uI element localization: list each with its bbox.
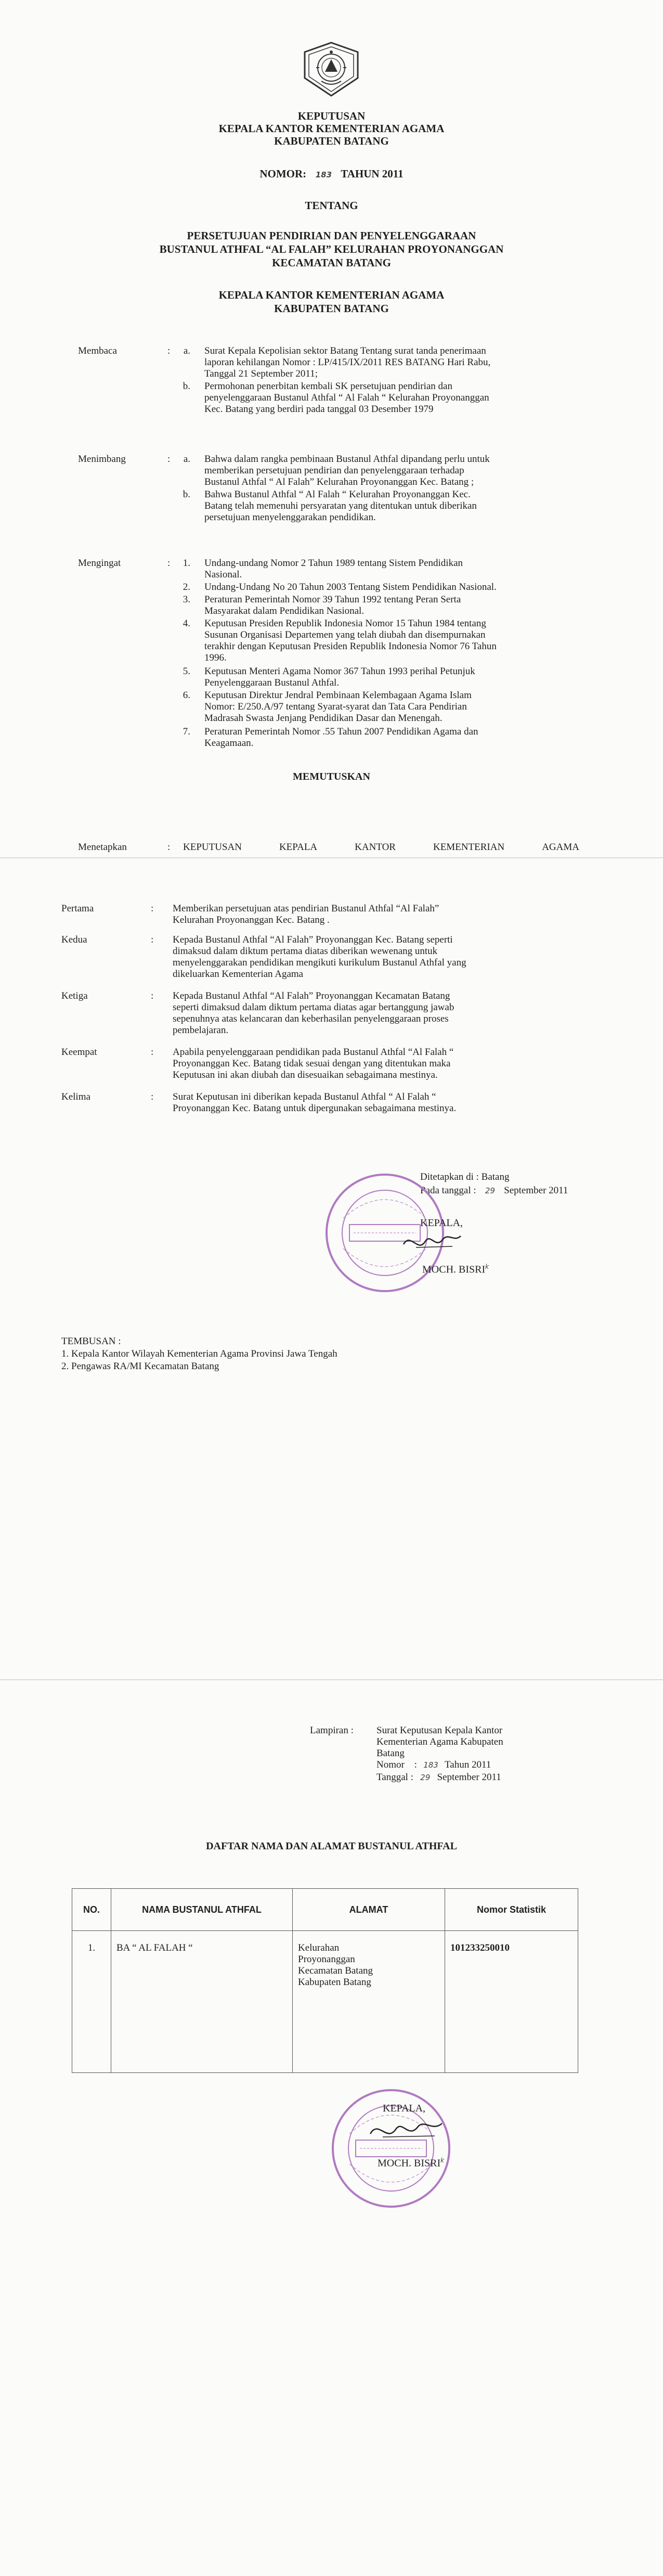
clause-kedua-text: Kepada Bustanul Athfal “Al Falah” Proyonanggan Kec. Batang seperti dimaksud dalam diktum pertama diatas diberikan wewenang untuk menyelenggarakan pendidikan mengikuti kurikulum Bustanul Athfal yang dikeluarkan Kementerian Agama bbox=[173, 934, 466, 980]
menimbang-colon: : bbox=[167, 454, 171, 465]
signatory-title: KEPALA, bbox=[420, 1217, 463, 1229]
mengingat-label: Mengingat bbox=[78, 558, 121, 569]
clause-keempat-label: Keempat bbox=[61, 1047, 97, 1058]
menimbang-item-b: Bahwa Bustanul Athfal “ Al Falah “ Kelurahan Proyonanggan Kec. Batang telah memenuhi persyaratan yang ditentukan untuk diberikan persetujuan menyelenggarakan pendidikan. bbox=[204, 489, 477, 523]
subject-line-3: KECAMATAN BATANG bbox=[272, 256, 391, 269]
mengingat-2-marker: 2. bbox=[183, 582, 190, 593]
mengingat-item-7: Peraturan Pemerintah Nomor .55 Tahun 2007 Pendidikan Agama dan Keagamaan. bbox=[204, 726, 478, 749]
nomor-handwritten: 183 bbox=[315, 170, 332, 179]
clause-kedua-label: Kedua bbox=[61, 934, 87, 945]
table-row bbox=[72, 1931, 578, 2073]
clause-pertama-text: Memberikan persetujuan atas pendirian Bustanul Athfal “Al Falah” Kelurahan Proyonanggan Kec. Batang . bbox=[173, 903, 439, 925]
mengingat-1-marker: 1. bbox=[183, 558, 190, 569]
membaca-colon: : bbox=[167, 345, 171, 356]
menetapkan-label: Menetapkan bbox=[78, 842, 127, 853]
decree-page-1 bbox=[0, 0, 663, 857]
lampiran-label: Lampiran : bbox=[310, 1725, 354, 1736]
lampiran-text: Surat Keputusan Kepala Kantor Kementerian Agama Kabupaten Batang bbox=[376, 1725, 503, 1759]
pada-tanggal: Pada tanggal : 29 September 2011 bbox=[420, 1185, 568, 1196]
col-header-no: NO. bbox=[72, 1889, 111, 1931]
clause-colon: : bbox=[151, 1091, 154, 1102]
menetapkan-text: KEPUTUSAN KEPALA KANTOR KEMENTERIAN AGAMA bbox=[183, 842, 579, 853]
mengingat-item-6: Keputusan Direktur Jendral Pembinaan Kelembagaan Agama Islam Nomor: E/250.A/97 tentang Syarat-syarat dan Tata Cara Pendirian Madrasah Swasta Jenjang Pendidikan Dasar dan Menengah. bbox=[204, 690, 472, 724]
menetapkan-colon: : bbox=[167, 842, 171, 853]
tembusan-item-1: 1. Kepala Kantor Wilayah Kementerian Agama Provinsi Jawa Tengah bbox=[61, 1348, 337, 1359]
doc-title-region: KABUPATEN BATANG bbox=[274, 135, 389, 147]
doc-title: KEPUTUSAN bbox=[297, 110, 366, 122]
subject-line-1: PERSETUJUAN PENDIRIAN DAN PENYELENGGARAAN bbox=[187, 229, 476, 242]
mengingat-item-4: Keputusan Presiden Republik Indonesia Nomor 15 Tahun 1984 tentang Susunan Organisasi Departemen yang telah diubah dan disempurnakan terakhir dengan Keputusan Presiden Republik Indonesia Nomor 76 Tahun 1996. bbox=[204, 618, 497, 663]
doc-title-office: KEPALA KANTOR KEMENTERIAN AGAMA bbox=[218, 122, 445, 135]
ministry-emblem-icon bbox=[301, 41, 362, 98]
tahun-label: TAHUN 2011 bbox=[341, 168, 404, 180]
tentang-heading: TENTANG bbox=[305, 199, 358, 212]
tanggal-handwritten: 29 bbox=[485, 1186, 495, 1195]
table-title: DAFTAR NAMA DAN ALAMAT BUSTANUL ATHFAL bbox=[206, 1840, 457, 1852]
issuer-line-2: KABUPATEN BATANG bbox=[274, 302, 389, 315]
mengingat-item-2: Undang-Undang No 20 Tahun 2003 Tentang Sistem Pendidikan Nasional. bbox=[204, 582, 497, 593]
cell-no: 1. bbox=[72, 1931, 111, 2073]
tembusan-title: TEMBUSAN : bbox=[61, 1336, 121, 1347]
lampiran-tanggal: Tanggal : 29 September 2011 bbox=[376, 1772, 501, 1783]
signatory-name: MOCH. BISRI$^k$ bbox=[422, 1263, 489, 1276]
mengingat-4-marker: 4. bbox=[183, 618, 190, 629]
cell-nomor-statistik: 101233250010 bbox=[445, 1931, 578, 2073]
mengingat-3-marker: 3. bbox=[183, 594, 190, 605]
signature-scribble-icon bbox=[367, 2115, 445, 2146]
attachment-page bbox=[0, 1679, 663, 2576]
decree-page-2 bbox=[0, 857, 663, 1680]
decree-number bbox=[0, 168, 663, 181]
clause-colon: : bbox=[151, 1047, 154, 1058]
issuer-line-1: KEPALA KANTOR KEMENTERIAN AGAMA bbox=[218, 289, 445, 301]
clause-kelima-label: Kelima bbox=[61, 1091, 90, 1102]
membaca-item-b: Permohonan penerbitan kembali SK persetujuan pendirian dan penyelenggaraan Bustanul Athfal “ Al Falah “ Kelurahan Proyonanggan Kec. Batang yang berdiri pada tanggal 03 Desember 1979 bbox=[204, 381, 489, 415]
cell-nama: BA “ AL FALAH “ bbox=[111, 1931, 293, 2073]
signature-scribble-icon bbox=[400, 1227, 463, 1258]
nomor-label: NOMOR: bbox=[259, 168, 307, 180]
membaca-item-a-marker: a. bbox=[183, 345, 190, 356]
col-header-nomor-statistik: Nomor Statistik bbox=[445, 1889, 578, 1931]
bustanul-athfal-table bbox=[72, 1888, 578, 2073]
mengingat-6-marker: 6. bbox=[183, 690, 190, 701]
clause-keempat-text: Apabila penyelenggaraan pendidikan pada Bustanul Athfal “Al Falah “ Proyonanggan Kec. Batang tidak sesuai dengan yang ditentukan maka Keputusan ini akan diubah dan disesuaikan sebagaimana mestinya. bbox=[173, 1047, 454, 1080]
subject-line-2: BUSTANUL ATHFAL “AL FALAH” KELURAHAN PROYONANGGAN bbox=[159, 243, 504, 255]
mengingat-7-marker: 7. bbox=[183, 726, 190, 737]
ditetapkan-di: Ditetapkan di : Batang bbox=[420, 1171, 510, 1182]
menimbang-item-b-marker: b. bbox=[183, 489, 190, 500]
signatory-title: KEPALA, bbox=[383, 2103, 426, 2114]
clause-colon: : bbox=[151, 903, 154, 914]
clause-ketiga-label: Ketiga bbox=[61, 990, 88, 1001]
col-header-nama: NAMA BUSTANUL ATHFAL bbox=[111, 1889, 293, 1931]
clause-pertama-label: Pertama bbox=[61, 903, 94, 914]
menimbang-item-a: Bahwa dalam rangka pembinaan Bustanul Athfal dipandang perlu untuk memberikan persetujuan pendirian dan penyelenggaraan terhadap Bustanul Athfal “ Al Falah” Kelurahan Proyonanggan Kec. Batang ; bbox=[204, 454, 490, 487]
mengingat-5-marker: 5. bbox=[183, 666, 190, 677]
membaca-label: Membaca bbox=[78, 345, 117, 356]
menimbang-label: Menimbang bbox=[78, 454, 126, 465]
mengingat-item-5: Keputusan Menteri Agama Nomor 367 Tahun 1993 perihal Petunjuk Penyelenggaraan Bustanul Athfal. bbox=[204, 666, 475, 688]
membaca-item-b-marker: b. bbox=[183, 381, 190, 392]
clause-ketiga-text: Kepada Bustanul Athfal “Al Falah” Proyonanggan Kecamatan Batang seperti dimaksud dalam diktum pertama diatas agar bertanggung jawab sepenuhnya atas kelancaran dan keberhasilan penyelenggaraan proses pembelajaran. bbox=[173, 990, 454, 1036]
memutuskan-heading: MEMUTUSKAN bbox=[293, 771, 370, 782]
clause-colon: : bbox=[151, 990, 154, 1001]
mengingat-item-3: Peraturan Pemerintah Nomor 39 Tahun 1992 tentang Peran Serta Masyarakat dalam Pendidikan Nasional. bbox=[204, 594, 461, 616]
membaca-item-a: Surat Kepala Kepolisian sektor Batang Tentang surat tanda penerimaan laporan kehilangan Nomor : LP/415/IX/2011 RES BATANG Hari Rabu, Tanggal 21 September 2011; bbox=[204, 345, 491, 379]
mengingat-item-1: Undang-undang Nomor 2 Tahun 1989 tentang Sistem Pendidikan Nasional. bbox=[204, 558, 463, 580]
tembusan-item-2: 2. Pengawas RA/MI Kecamatan Batang bbox=[61, 1361, 219, 1372]
clause-colon: : bbox=[151, 934, 154, 945]
cell-alamat: Kelurahan Proyonanggan Kecamatan Batang Kabupaten Batang bbox=[293, 1931, 445, 2073]
signatory-name: MOCH. BISRI$^k$ bbox=[378, 2157, 445, 2169]
menimbang-item-a-marker: a. bbox=[183, 454, 190, 465]
table-header-row bbox=[72, 1889, 578, 1931]
col-header-alamat: ALAMAT bbox=[293, 1889, 445, 1931]
lampiran-nomor: Nomor : 183 Tahun 2011 bbox=[376, 1759, 491, 1770]
mengingat-colon: : bbox=[167, 558, 171, 569]
clause-kelima-text: Surat Keputusan ini diberikan kepada Bustanul Athfal “ Al Falah “ Proyonanggan Kec. Batang untuk dipergunakan sebagaimana mestinya. bbox=[173, 1091, 457, 1114]
